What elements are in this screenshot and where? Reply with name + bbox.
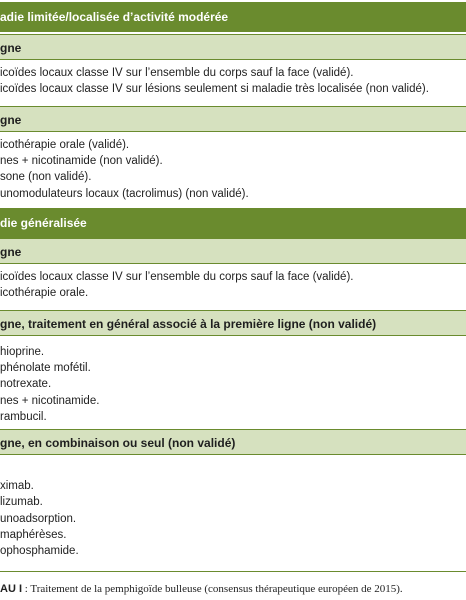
subsection-body xyxy=(0,458,466,566)
list-item: ophosphamide. xyxy=(0,544,79,557)
list-item: rambucil. xyxy=(0,410,47,423)
subsection-title: gne, traitement en général associé à la première ligne (non validé) xyxy=(0,317,377,331)
subsection-header xyxy=(0,310,466,336)
list-item xyxy=(0,462,466,478)
list-item: nes + nicotinamide. xyxy=(0,394,100,407)
table-caption xyxy=(0,580,466,598)
subsection-body xyxy=(0,340,466,428)
section-header xyxy=(0,2,466,32)
list-item: maphérèses. xyxy=(0,528,67,541)
subsection-body xyxy=(0,265,466,309)
list-item: icoïdes locaux classe IV sur l’ensemble du corps sauf la face (validé). xyxy=(0,67,354,79)
list-item: notrexate. xyxy=(0,378,52,391)
list-item: nes + nicotinamide (non validé). xyxy=(0,155,163,168)
table-bottom-rule xyxy=(0,571,466,572)
subsection-header xyxy=(0,429,466,455)
subsection-body xyxy=(0,133,466,205)
list-item: icothérapie orale. xyxy=(0,287,89,300)
caption-text: : Traitement de la pemphigoïde bulleuse (consensus thérapeutique européen de 2015). xyxy=(22,583,403,595)
list-item: ximab. xyxy=(0,480,34,493)
subsection-header xyxy=(0,106,466,132)
subsection-body xyxy=(0,61,466,109)
caption-label: AU I xyxy=(0,583,22,595)
subsection-title: gne xyxy=(0,41,22,55)
list-item: unomodulateurs locaux (tacrolimus) (non validé). xyxy=(0,187,249,200)
subsection-title: gne, en combinaison ou seul (non validé) xyxy=(0,436,236,450)
list-item: sone (non validé). xyxy=(0,171,92,184)
subsection-title: gne xyxy=(0,245,22,259)
subsection-header xyxy=(0,34,466,60)
subsection-header xyxy=(0,238,466,264)
section-header xyxy=(0,208,466,238)
list-item: hioprine. xyxy=(0,346,45,358)
section-title: die généralisée xyxy=(0,216,87,230)
list-item: phénolate mofétil. xyxy=(0,362,91,375)
list-item: icoïdes locaux classe IV sur lésions seulement si maladie très localisée (non validé). xyxy=(0,83,429,96)
section-title: adie limitée/localisée d’activité modérée xyxy=(0,10,229,24)
subsection-title: gne xyxy=(0,113,22,127)
list-item: icothérapie orale (validé). xyxy=(0,139,130,151)
list-item: icoïdes locaux classe IV sur l’ensemble du corps sauf la face (validé). xyxy=(0,271,354,283)
list-item: lizumab. xyxy=(0,496,43,509)
list-item: unoadsorption. xyxy=(0,512,77,525)
